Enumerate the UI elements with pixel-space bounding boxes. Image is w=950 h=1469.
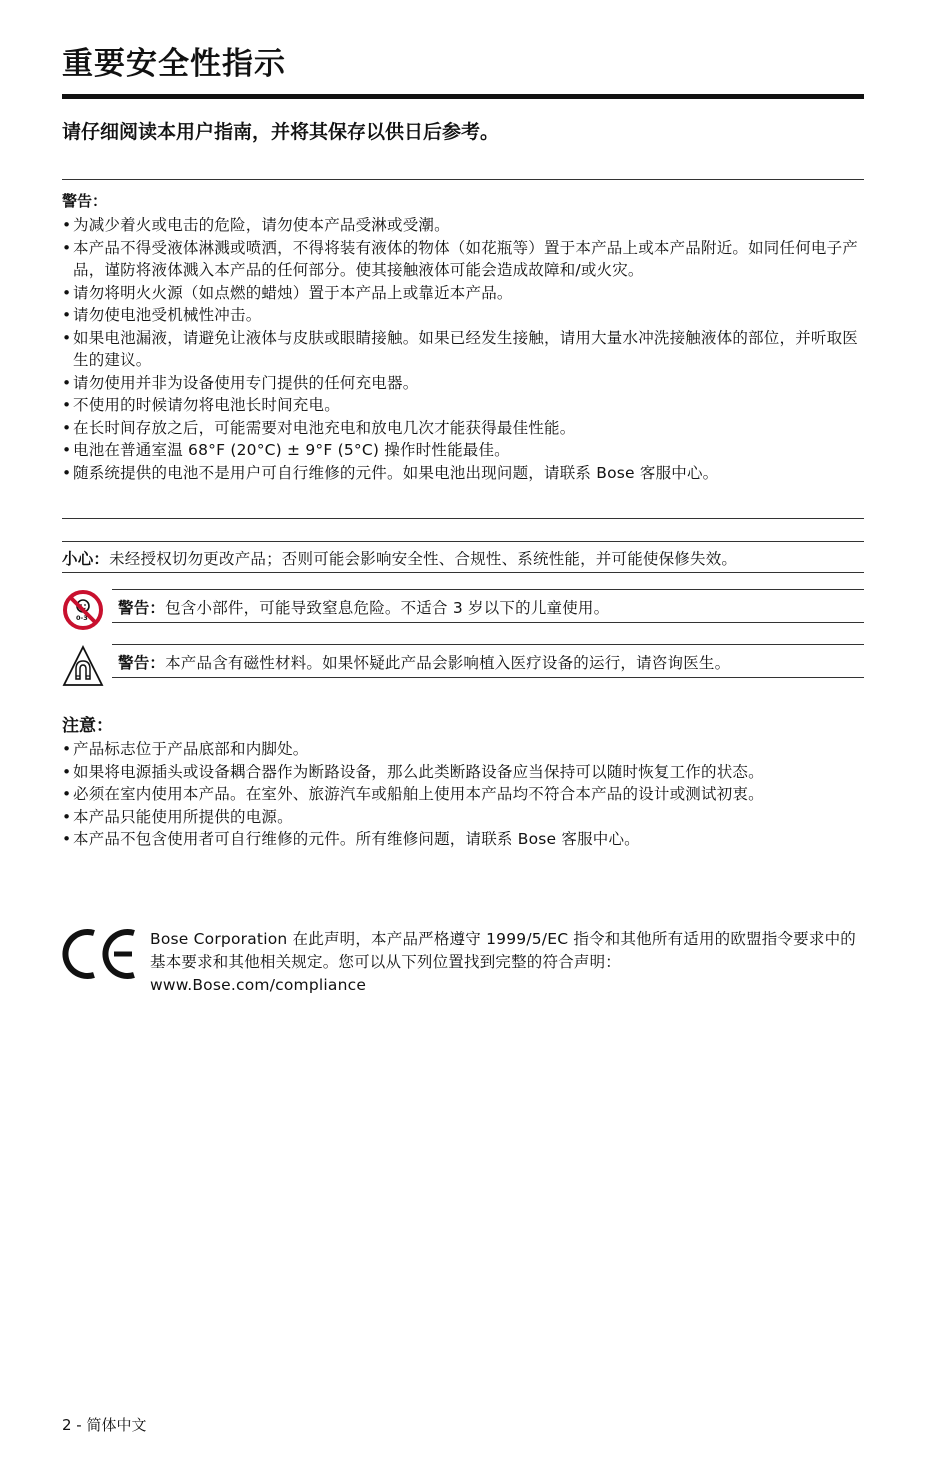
warning-item: • 本产品不得受液体淋溅或喷洒，不得将装有液体的物体（如花瓶等）置于本产品上或本产品附近。如同任何电子产品，谨防将液体溅入本产品的任何部分。使其接触液体可能会造成故障和/或火灾。	[62, 237, 864, 282]
small-parts-text: 包含小部件，可能导致窒息危险。不适合 3 岁以下的儿童使用。	[165, 599, 610, 617]
ce-declaration	[150, 928, 864, 997]
magnet-warning-icon	[62, 645, 104, 687]
section-divider	[112, 589, 864, 590]
page-subtitle: 请仔细阅读本用户指南，并将其保存以供日后参考。	[62, 121, 500, 143]
warning-item: • 如果电池漏液，请避免让液体与皮肤或眼睛接触。如果已经发生接触，请用大量水冲洗接触液体的部位，并听取医生的建议。	[62, 327, 864, 372]
warning-item: • 在长时间存放之后，可能需要对电池充电和放电几次才能获得最佳性能。	[62, 417, 864, 440]
caution-label: 小心：	[62, 550, 110, 568]
warning-item: • 电池在普通室温 68°F (20°C) ± 9°F (5°C) 操作时性能最佳。	[62, 439, 864, 462]
ce-declaration-text: Bose Corporation 在此声明，本产品严格遵守 1999/5/EC 指令和其他所有适用的欧盟指令要求中的基本要求和其他相关规定。您可以从下列位置找到完整的符合声明：	[150, 930, 856, 971]
no-small-children-icon	[62, 589, 104, 631]
note-item: • 如果将电源插头或设备耦合器作为断路设备，那么此类断路设备应当保持可以随时恢复工作的状态。	[62, 761, 864, 784]
note-list	[62, 738, 864, 851]
warning-item: • 请勿使用并非为设备使用专门提供的任何充电器。	[62, 372, 864, 395]
section-divider	[62, 179, 864, 180]
small-parts-warning	[118, 597, 864, 619]
caution-text: 未经授权切勿更改产品；否则可能会影响安全性、合规性、系统性能，并可能使保修失效。	[109, 550, 738, 568]
section-divider	[62, 518, 864, 519]
section-divider	[112, 622, 864, 623]
warning-item: • 请勿将明火火源（如点燃的蜡烛）置于本产品上或靠近本产品。	[62, 282, 864, 305]
warning-list	[62, 214, 864, 484]
note-heading: 注意：	[62, 716, 113, 736]
page-title: 重要安全性指示	[62, 46, 286, 82]
title-divider	[62, 94, 864, 99]
warning-item: • 请勿使电池受机械性冲击。	[62, 304, 864, 327]
magnetic-warning	[118, 652, 864, 674]
magnetic-text: 本产品含有磁性材料。如果怀疑此产品会影响植入医疗设备的运行，请咨询医生。	[165, 654, 731, 672]
note-item: • 本产品不包含使用者可自行维修的元件。所有维修问题，请联系 Bose 客服中心。	[62, 828, 864, 851]
warning-item: • 不使用的时候请勿将电池长时间充电。	[62, 394, 864, 417]
magnetic-label: 警告：	[118, 654, 166, 672]
page-footer: 2 - 简体中文	[62, 1416, 147, 1434]
caution-notice	[62, 548, 864, 570]
section-divider	[112, 677, 864, 678]
section-divider	[112, 644, 864, 645]
section-divider	[62, 572, 864, 573]
section-divider	[62, 541, 864, 542]
age-range-label: 0-3	[76, 614, 88, 622]
warning-item: • 为减少着火或电击的危险，请勿使本产品受淋或受潮。	[62, 214, 864, 237]
note-item: • 产品标志位于产品底部和内脚处。	[62, 738, 864, 761]
note-item: • 必须在室内使用本产品。在室外、旅游汽车或船舶上使用本产品均不符合本产品的设计或测试初衷。	[62, 783, 864, 806]
warning-item: • 随系统提供的电池不是用户可自行维修的元件。如果电池出现问题，请联系 Bose 客服中心。	[62, 462, 864, 485]
note-item: • 本产品只能使用所提供的电源。	[62, 806, 864, 829]
warning-heading: 警告：	[62, 192, 108, 210]
compliance-link[interactable]: www.Bose.com/compliance	[150, 976, 367, 994]
small-parts-label: 警告：	[118, 599, 166, 617]
ce-mark-icon	[62, 928, 138, 980]
